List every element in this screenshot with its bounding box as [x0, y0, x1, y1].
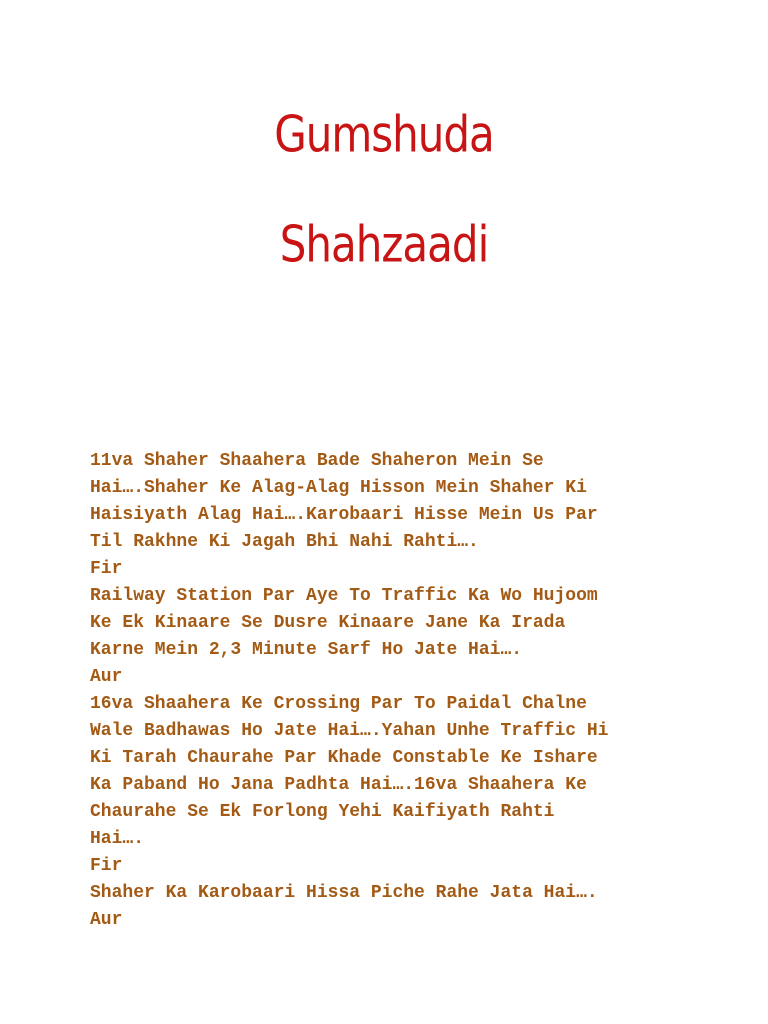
body-line: Til Rakhne Ki Jagah Bhi Nahi Rahti….: [90, 532, 479, 552]
body-line: Hai….Shaher Ke Alag-Alag Hisson Mein Shaher Ki: [90, 478, 587, 498]
body-line: Haisiyath Alag Hai….Karobaari Hisse Mein Us Par: [90, 505, 598, 525]
body-line: Wale Badhawas Ho Jate Hai….Yahan Unhe Traffic Hi: [90, 721, 609, 741]
title-line-1: Gumshuda: [274, 105, 494, 164]
body-line: Aur: [90, 910, 123, 930]
body-line: Karne Mein 2,3 Minute Sarf Ho Jate Hai….: [90, 640, 523, 660]
body-line: Aur: [90, 667, 123, 687]
body-line: Ka Paband Ho Jana Padhta Hai….16va Shaahera Ke: [90, 775, 587, 795]
body-line: Chaurahe Se Ek Forlong Yehi Kaifiyath Rahti: [90, 802, 555, 822]
title-line-2: Shahzaadi: [279, 215, 489, 274]
body-line: Ki Tarah Chaurahe Par Khade Constable Ke Ishare: [90, 748, 598, 768]
body-line: 16va Shaahera Ke Crossing Par To Paidal Chalne: [90, 694, 587, 714]
body-line: 11va Shaher Shaahera Bade Shaheron Mein Se: [90, 451, 544, 471]
body-line: Shaher Ka Karobaari Hissa Piche Rahe Jata Hai….: [90, 883, 598, 903]
body-text: [90, 448, 750, 934]
body-line: Hai….: [90, 829, 145, 849]
body-line: Railway Station Par Aye To Traffic Ka Wo Hujoom: [90, 586, 598, 606]
body-line: Ke Ek Kinaare Se Dusre Kinaare Jane Ka Irada: [90, 613, 566, 633]
body-line: Fir: [90, 559, 123, 579]
body-line: Fir: [90, 856, 123, 876]
